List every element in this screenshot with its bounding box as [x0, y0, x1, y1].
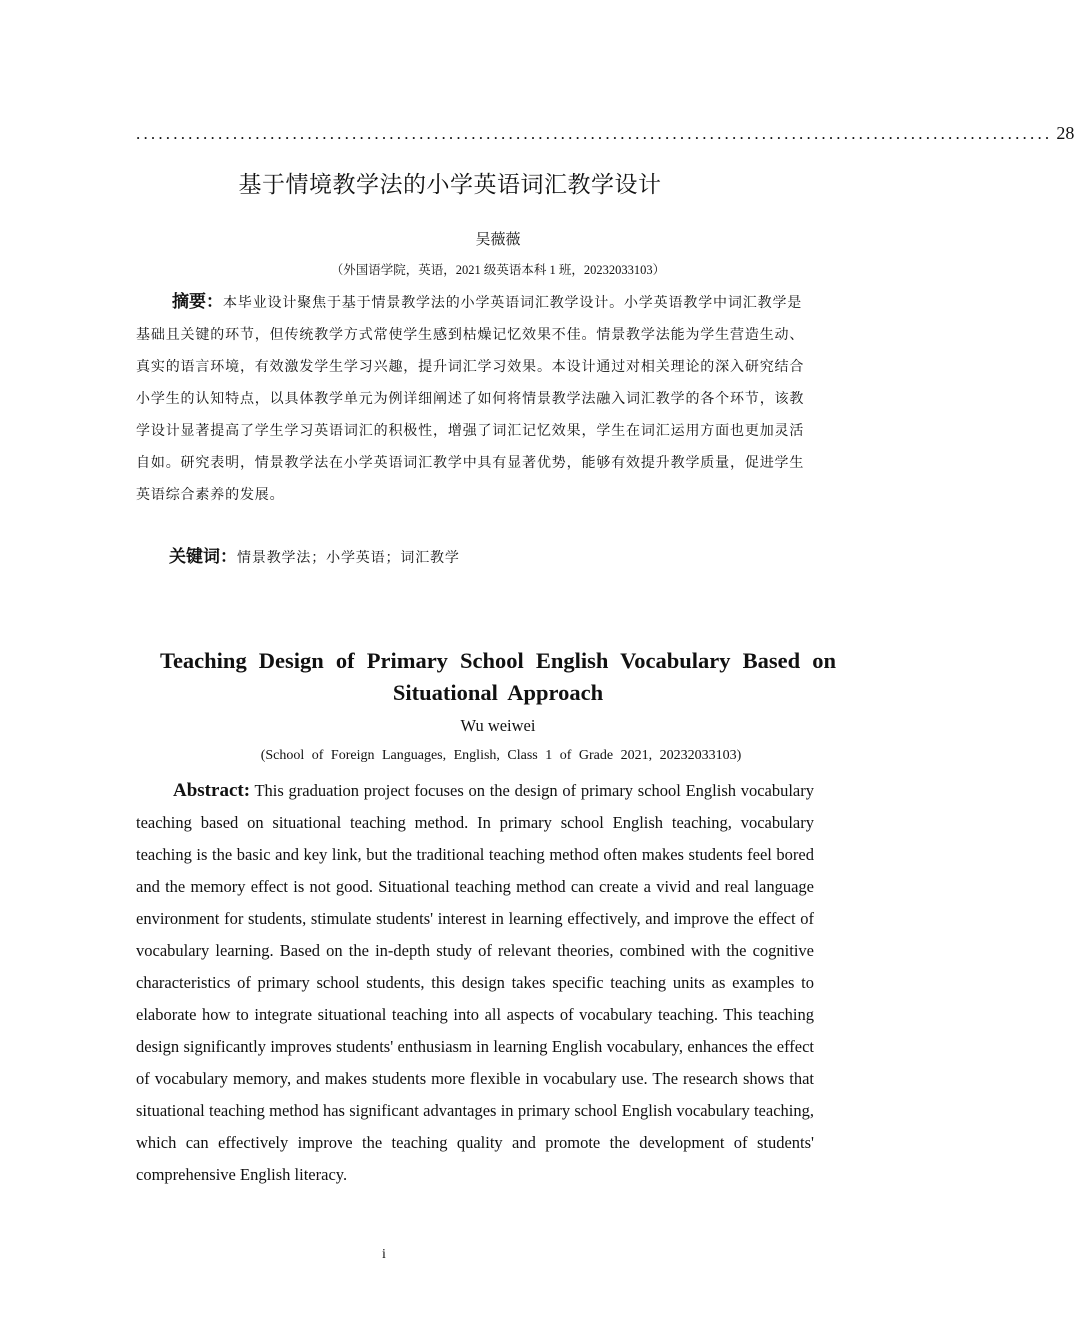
english-title: Teaching Design of Primary School English Vocabulary Based on Situational Approach: [160, 648, 836, 705]
toc-entry: [136, 123, 1074, 145]
english-affiliation: (School of Foreign Languages, English, Class 1 of Grade 2021, 20232033103): [260, 748, 742, 763]
chinese-author: 吴薇薇: [475, 232, 521, 248]
english-author: Wu weiwei: [460, 716, 536, 735]
chinese-abstract-label: 摘要：: [172, 292, 223, 312]
toc-leader-dots: ...........................................................................................................................: [136, 124, 1053, 143]
english-abstract: [136, 775, 814, 1191]
chinese-abstract: [136, 286, 816, 511]
chinese-abstract-text: 本毕业设计聚焦于基于情景教学法的小学英语词汇教学设计。小学英语教学中词汇教学是基础且关键的环节，但传统教学方式常使学生感到枯燥记忆效果不佳。情景教学法能为学生营造生动、真实的语言环境，有效激发学生学习兴趣，提升词汇学习效果。本设计通过对相关理论的深入研究结合小学生的认知特点，以具体教学单元为例详细阐述了如何将情景教学法融入词汇教学的各个环节，该教学设计显著提高了学生学习英语词汇的积极性，增强了词汇记忆效果，学生在词汇运用方面也更加灵活自如。研究表明，情景教学法在小学英语词汇教学中具有显著优势，能够有效提升教学质量，促进学生英语综合素养的发展。: [136, 295, 805, 503]
english-abstract-label: Abstract:: [173, 780, 251, 801]
page-number: i: [382, 1247, 386, 1262]
toc-page-number: 28: [1056, 123, 1074, 143]
english-abstract-text: This graduation project focuses on the design of primary school English vocabulary teaching based on situational teaching method. In primary school English teaching, vocabulary teaching is the basic and key link, but the traditional teaching method often makes students feel bored and the memory effect is not good. Situational teaching method can create a vivid and real language environment for students, stimulate students' interest in learning effectively, and improve the effect of vocabulary learning. Based on the in-depth study of relevant theories, combined with the cognitive characteristics of primary school students, this design takes specific teaching units as examples to elaborate how to integrate situational teaching into all aspects of vocabulary teaching. This teaching design significantly improves students' enthusiasm in learning English vocabulary, enhances the effect of vocabulary memory, and makes students more flexible in vocabulary use. The research shows that situational teaching method has significant advantages in primary school English vocabulary teaching, which can effectively improve the teaching quality and promote the development of students' comprehensive English literacy.: [136, 781, 814, 1184]
chinese-keywords: [136, 543, 816, 572]
chinese-keywords-text: 情景教学法；小学英语；词汇教学: [237, 550, 460, 566]
chinese-title: 基于情境教学法的小学英语词汇教学设计: [238, 172, 662, 198]
chinese-keywords-label: 关键词：: [169, 547, 237, 567]
chinese-affiliation: （外国语学院，英语，2021 级英语本科 1 班，20232033103）: [330, 263, 666, 277]
